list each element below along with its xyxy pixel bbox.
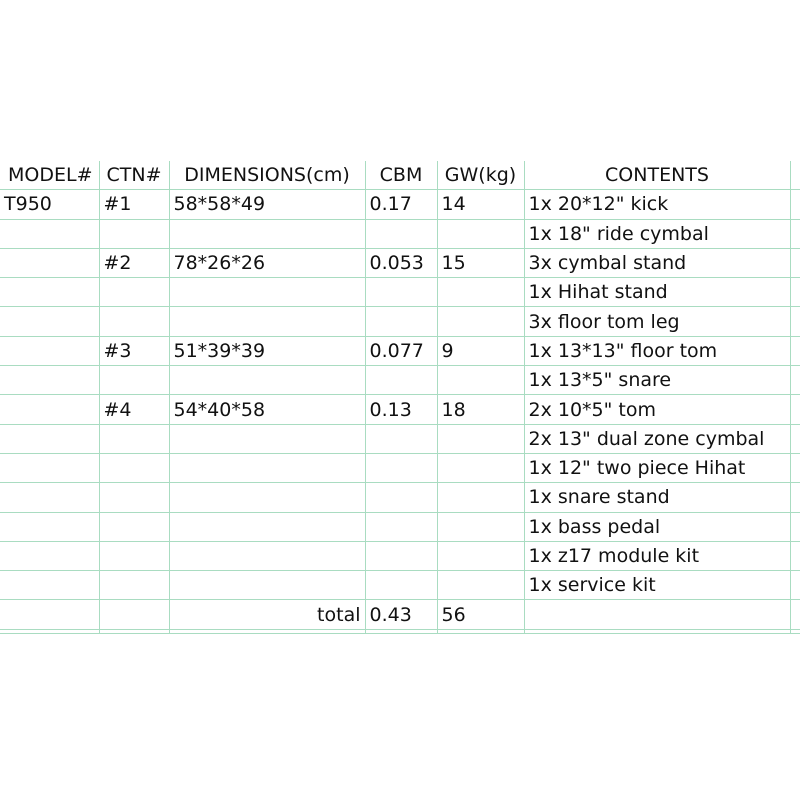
cell-cbm[interactable]: 0.053 (365, 248, 437, 277)
cell-gw[interactable]: 18 (437, 395, 524, 424)
cell-model[interactable] (0, 395, 99, 424)
cell-model[interactable] (0, 278, 99, 307)
table-row (0, 366, 800, 395)
cell-model[interactable] (0, 600, 99, 629)
empty-cell[interactable] (790, 336, 800, 365)
cell-gw[interactable] (437, 541, 524, 570)
table-row (0, 541, 800, 570)
cell-dimensions[interactable] (169, 366, 365, 395)
cell-contents[interactable]: 1x z17 module kit (524, 541, 790, 570)
cell-contents[interactable]: 1x 20*12" kick (524, 190, 790, 219)
cell-contents[interactable]: 1x 12" two piece Hihat (524, 453, 790, 482)
empty-cell[interactable] (790, 541, 800, 570)
cell-ctn[interactable] (99, 424, 169, 453)
cell-cbm[interactable] (365, 512, 437, 541)
empty-cell[interactable] (790, 395, 800, 424)
cell-contents[interactable]: 2x 13" dual zone cymbal (524, 424, 790, 453)
cell-dimensions[interactable] (169, 307, 365, 336)
cell-contents[interactable]: 2x 10*5" tom (524, 395, 790, 424)
cell-gw[interactable] (437, 278, 524, 307)
cell-ctn[interactable] (99, 512, 169, 541)
cell-cbm[interactable]: 0.17 (365, 190, 437, 219)
empty-cell[interactable] (169, 629, 365, 633)
cell-model[interactable] (0, 571, 99, 600)
header-cbm[interactable]: CBM (365, 161, 437, 190)
cell-cbm[interactable]: 0.13 (365, 395, 437, 424)
cell-contents[interactable]: 1x Hihat stand (524, 278, 790, 307)
cell-gw[interactable] (437, 571, 524, 600)
cell-model[interactable]: T950 (0, 190, 99, 219)
cell-model[interactable] (0, 483, 99, 512)
total-cbm[interactable]: 0.43 (365, 600, 437, 629)
cell-dimensions[interactable] (169, 571, 365, 600)
cell-ctn[interactable]: #3 (99, 336, 169, 365)
cell-ctn[interactable] (99, 453, 169, 482)
header-model[interactable]: MODEL# (0, 161, 99, 190)
header-contents[interactable]: CONTENTS (524, 161, 790, 190)
total-gw[interactable]: 56 (437, 600, 524, 629)
cell-contents[interactable]: 1x 18" ride cymbal (524, 219, 790, 248)
cell-dimensions[interactable]: 51*39*39 (169, 336, 365, 365)
empty-cell[interactable] (790, 629, 800, 633)
empty-cell[interactable] (0, 629, 99, 633)
cell-dimensions[interactable] (169, 512, 365, 541)
cell-contents[interactable]: 1x 13*5" snare (524, 366, 790, 395)
empty-cell[interactable] (790, 307, 800, 336)
cell-dimensions[interactable]: 54*40*58 (169, 395, 365, 424)
cell-gw[interactable] (437, 483, 524, 512)
table-row (0, 219, 800, 248)
cell-cbm[interactable] (365, 219, 437, 248)
cell-cbm[interactable] (365, 307, 437, 336)
packing-list-table (0, 161, 800, 634)
cell-ctn[interactable]: #1 (99, 190, 169, 219)
empty-cell[interactable] (790, 219, 800, 248)
cell-cbm[interactable] (365, 278, 437, 307)
cell-ctn[interactable] (99, 219, 169, 248)
cell-cbm[interactable] (365, 366, 437, 395)
cell-gw[interactable] (437, 512, 524, 541)
cell-gw[interactable] (437, 307, 524, 336)
table-row (0, 248, 800, 277)
header-gw[interactable]: GW(kg) (437, 161, 524, 190)
partial-row (0, 629, 800, 633)
cell-dimensions[interactable] (169, 424, 365, 453)
cell-contents[interactable]: 1x service kit (524, 571, 790, 600)
table-row (0, 512, 800, 541)
empty-cell[interactable] (790, 424, 800, 453)
cell-ctn[interactable] (99, 571, 169, 600)
cell-model[interactable] (0, 424, 99, 453)
cell-ctn[interactable] (99, 366, 169, 395)
cell-model[interactable] (0, 336, 99, 365)
empty-cell[interactable] (790, 248, 800, 277)
table-row (0, 483, 800, 512)
cell-dimensions[interactable]: 78*26*26 (169, 248, 365, 277)
table-row (0, 395, 800, 424)
cell-contents[interactable]: 1x bass pedal (524, 512, 790, 541)
cell-dimensions[interactable] (169, 453, 365, 482)
empty-cell[interactable] (790, 512, 800, 541)
cell-gw[interactable] (437, 424, 524, 453)
cell-gw[interactable] (437, 219, 524, 248)
cell-dimensions[interactable] (169, 541, 365, 570)
cell-ctn[interactable] (99, 278, 169, 307)
cell-cbm[interactable] (365, 483, 437, 512)
cell-model[interactable] (0, 512, 99, 541)
cell-dimensions[interactable] (169, 278, 365, 307)
cell-model[interactable] (0, 366, 99, 395)
empty-cell[interactable] (790, 453, 800, 482)
empty-cell[interactable] (365, 629, 437, 633)
cell-ctn[interactable] (99, 600, 169, 629)
table-row (0, 453, 800, 482)
empty-cell[interactable] (790, 483, 800, 512)
table-row (0, 190, 800, 219)
cell-cbm[interactable]: 0.077 (365, 336, 437, 365)
cell-ctn[interactable] (99, 483, 169, 512)
cell-gw[interactable] (437, 366, 524, 395)
empty-cell[interactable] (790, 571, 800, 600)
table-row (0, 336, 800, 365)
cell-ctn[interactable]: #2 (99, 248, 169, 277)
cell-gw[interactable]: 14 (437, 190, 524, 219)
cell-dimensions[interactable] (169, 219, 365, 248)
table-row (0, 278, 800, 307)
header-row (0, 161, 800, 190)
empty-cell[interactable] (524, 629, 790, 633)
empty-cell[interactable] (790, 161, 800, 190)
table-row (0, 571, 800, 600)
cell-model[interactable] (0, 453, 99, 482)
cell-ctn[interactable] (99, 307, 169, 336)
cell-cbm[interactable] (365, 571, 437, 600)
cell-model[interactable] (0, 307, 99, 336)
cell-cbm[interactable] (365, 453, 437, 482)
table-row (0, 424, 800, 453)
cell-dimensions[interactable] (169, 483, 365, 512)
cell-contents[interactable]: 3x floor tom leg (524, 307, 790, 336)
cell-ctn[interactable] (99, 541, 169, 570)
total-row (0, 600, 800, 629)
cell-contents[interactable] (524, 600, 790, 629)
cell-contents[interactable]: 3x cymbal stand (524, 248, 790, 277)
empty-cell[interactable] (790, 278, 800, 307)
table-row (0, 307, 800, 336)
cell-model[interactable] (0, 541, 99, 570)
cell-gw[interactable]: 15 (437, 248, 524, 277)
empty-cell[interactable] (99, 629, 169, 633)
empty-cell[interactable] (790, 366, 800, 395)
cell-cbm[interactable] (365, 424, 437, 453)
cell-contents[interactable]: 1x snare stand (524, 483, 790, 512)
cell-gw[interactable] (437, 453, 524, 482)
empty-cell[interactable] (790, 600, 800, 629)
header-dimensions[interactable]: DIMENSIONS(cm) (169, 161, 365, 190)
cell-cbm[interactable] (365, 541, 437, 570)
cell-gw[interactable]: 9 (437, 336, 524, 365)
cell-ctn[interactable]: #4 (99, 395, 169, 424)
empty-cell[interactable] (790, 190, 800, 219)
cell-dimensions[interactable]: 58*58*49 (169, 190, 365, 219)
header-ctn[interactable]: CTN# (99, 161, 169, 190)
cell-contents[interactable]: 1x 13*13" floor tom (524, 336, 790, 365)
cell-model[interactable] (0, 219, 99, 248)
total-label[interactable]: total (169, 600, 365, 629)
empty-cell[interactable] (437, 629, 524, 633)
cell-model[interactable] (0, 248, 99, 277)
